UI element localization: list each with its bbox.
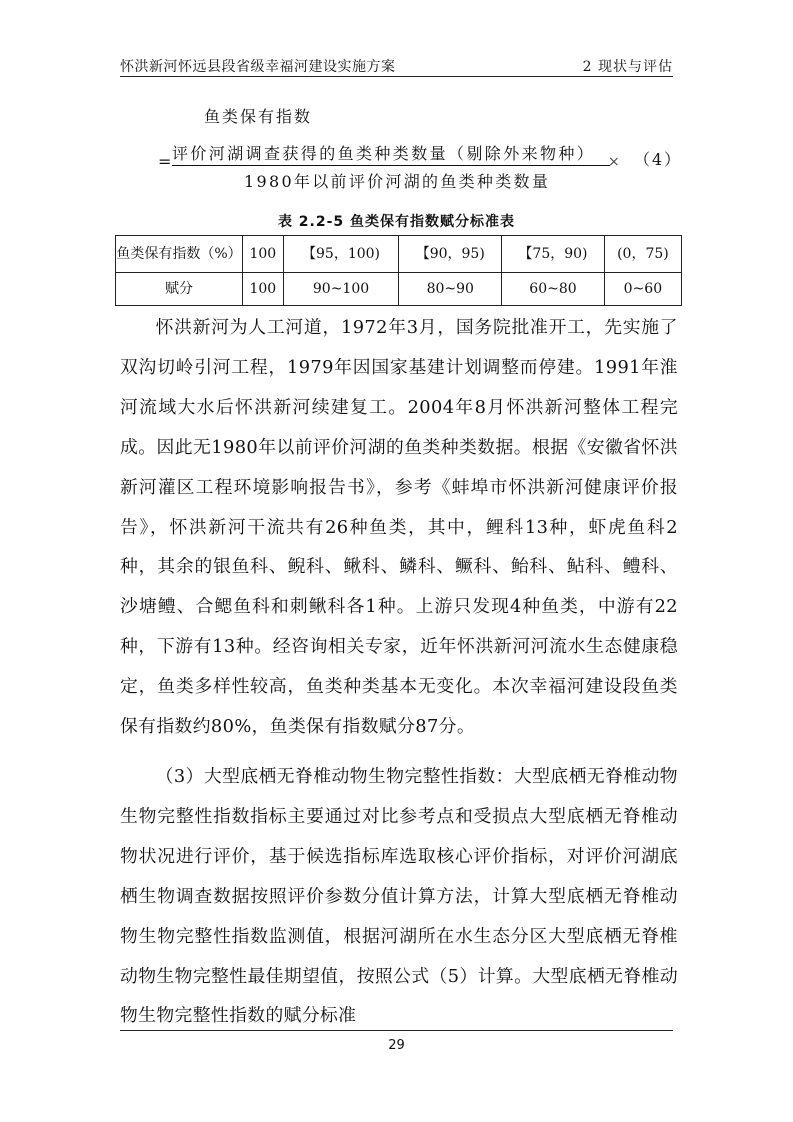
footer-divider	[120, 1030, 673, 1031]
document-title: 怀洪新河怀远县段省级幸福河建设实施方案	[120, 59, 396, 75]
equation-number: （4）	[634, 150, 683, 169]
table-cell: 80~90	[399, 273, 502, 306]
table-cell: 鱼类保有指数（%）	[116, 236, 243, 273]
formula-numerator: 评价河湖调查获得的鱼类种类数量（剔除外来物种）	[172, 144, 596, 163]
table-cell: 赋分	[116, 273, 243, 306]
fish-retention-formula	[158, 142, 683, 198]
table-row	[116, 236, 682, 273]
table-cell: 0~60	[604, 273, 681, 306]
section-title: 2 现状与评估	[582, 59, 673, 75]
formula-denominator: 1980年以前评价河湖的鱼类种类数量	[244, 172, 551, 191]
score-standard-table	[115, 235, 682, 306]
table-cell: 100	[243, 273, 284, 306]
table-cell: 100	[243, 236, 284, 273]
fraction-bar	[172, 165, 610, 166]
formula-equals: =	[158, 152, 172, 171]
table-cell: (0，75)	[604, 236, 681, 273]
page-number: 29	[388, 1038, 405, 1053]
paragraph: 怀洪新河为人工河道，1972年3月，国务院批准开工，先实施了双沟切岭引河工程，1979年因国家基建计划调整而停建。1991年淮河流域大水后怀洪新河续建复工。2004年8月怀洪新河整体工程完成。因此无1980年以前评价河湖的鱼类种类数据。根据《安徽省怀洪新河灌区工程环境影响报告书》，参考《蚌埠市怀洪新河健康评价报告》，怀洪新河干流共有26种鱼类，其中，鲤科13种，虾虎鱼科2种，其余的银鱼科、鲵科、鳅科、鳞科、鳜科、鲐科、鲇科、鳢科、沙塘鳢、合鳃鱼科和刺鳅科各1种。上游只发现4种鱼类，中游有22种，下游有13种。经咨询相关专家，近年怀洪新河河流水生态健康稳定，鱼类多样性较高，鱼类种类基本无变化。本次幸福河建设段鱼类保有指数约80%，鱼类保有指数赋分87分。	[120, 317, 678, 738]
formula-label: 鱼类保有指数	[204, 107, 313, 126]
table-row	[116, 273, 682, 306]
table-cell: 60~80	[502, 273, 605, 306]
formula-times: ×	[608, 154, 620, 170]
paragraph: （3）大型底栖无脊椎动物生物完整性指数：大型底栖无脊椎动物生物完整性指数指标主要通过对比参考点和受损点大型底栖无脊椎动物状况进行评价，基于候选指标库选取核心评价指标，对评价河湖底栖生物调查数据按照评价参数分值计算方法，计算大型底栖无脊椎动物生物完整性指数监测值，根据河湖所在水生态分区大型底栖无脊椎动物生物完整性最佳期望值，按照公式（5）计算。大型底栖无脊椎动物生物完整性指数的赋分标准	[120, 765, 678, 1027]
table-cell: 【95，100)	[283, 236, 399, 273]
table-caption: 表 2.2-5 鱼类保有指数赋分标准表	[277, 214, 516, 230]
table-cell: 【75，90)	[502, 236, 605, 273]
body-text	[120, 308, 678, 1036]
page-header	[120, 52, 673, 77]
table-cell: 【90，95)	[399, 236, 502, 273]
table-cell: 90~100	[283, 273, 399, 306]
